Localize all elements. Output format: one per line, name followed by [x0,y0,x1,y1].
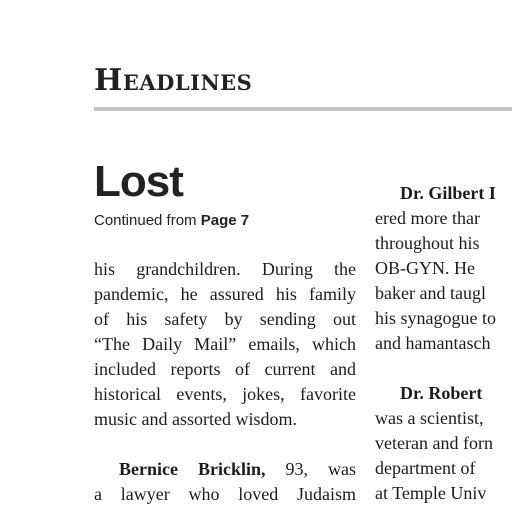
body-line: pandemic, he assured his family [94,284,356,304]
body-line: historical events, jokes, favorite [94,384,356,404]
section-divider [94,107,512,111]
body-line: ered more thar [375,208,480,228]
body-line: of his safety by sending out [94,309,356,329]
paragraph-gap [375,356,512,381]
body-line: at Temple Univ [375,483,487,503]
body-line: was a scientist, [375,408,484,428]
paragraph-gap [94,432,356,457]
left-text-column [94,257,356,507]
body-line: baker and taugl [375,283,486,303]
body-line: music and assorted wisdom. [94,409,297,429]
body-line: department of [375,458,476,478]
obituary-name: Bernice Bricklin, [119,459,266,479]
body-line: and hamantasch [375,333,491,353]
obituary-lead-line [375,181,512,206]
body-line: his grandchildren. During the [94,259,356,279]
section-heading: Headlines [94,63,253,98]
obituary-name: Dr. Gilbert I [400,183,496,203]
body-line: included reports of current and [94,359,356,379]
obituary-lead-line [375,381,512,406]
body-line: OB-GYN. He [375,258,475,278]
obituary-lead-rest: 93, was [265,459,357,479]
continued-prefix: Continued from [94,212,201,229]
obituary-name: Dr. Robert [400,383,483,403]
body-line: “The Daily Mail” emails, which [94,334,356,354]
body-line: a lawyer who loved Judaism [94,484,356,504]
body-line: his synagogue to [375,308,496,328]
body-line: veteran and forn [375,433,493,453]
continued-page-link: Page 7 [200,212,250,229]
body-line: throughout his [375,233,480,253]
continued-from-line [94,212,249,229]
story-title: Lost [94,157,183,206]
right-text-column [375,181,512,506]
obituary-lead-line [94,457,356,482]
